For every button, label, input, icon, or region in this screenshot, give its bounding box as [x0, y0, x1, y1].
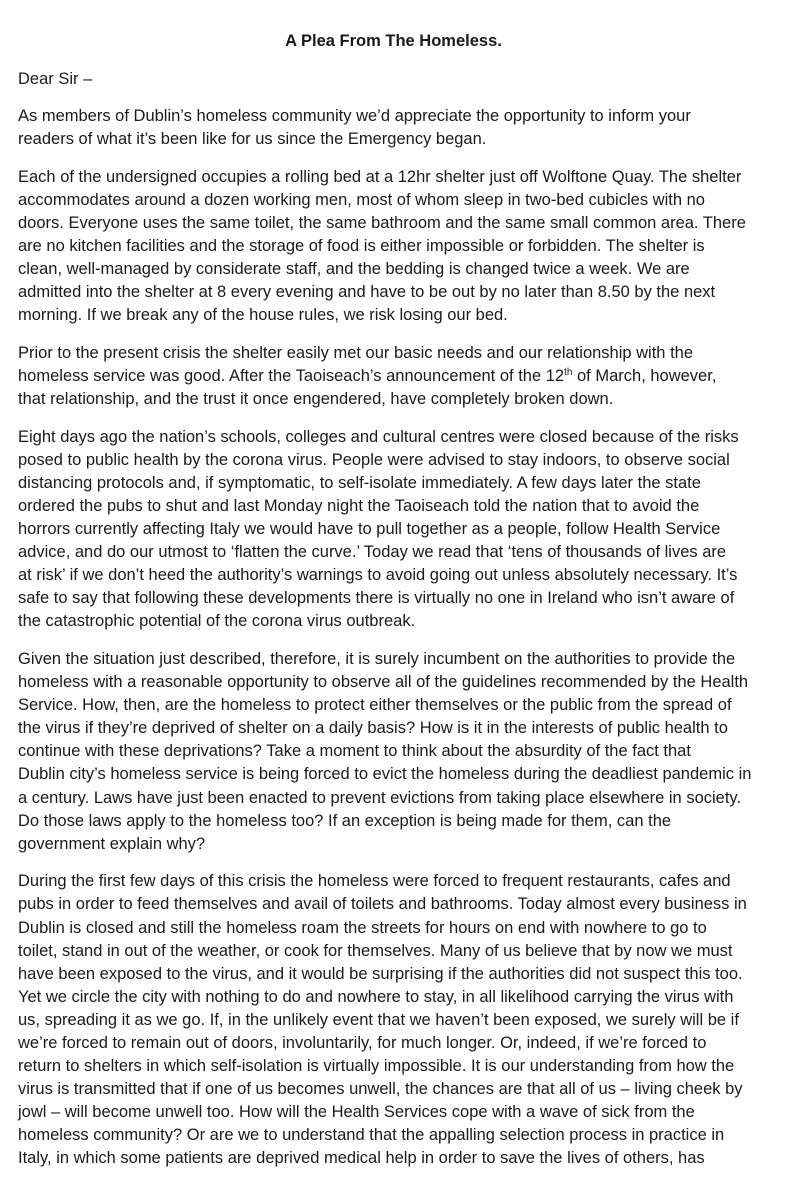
text-line: horrors currently affecting Italy we would have to pull together as a people, follow Health Service: [18, 520, 721, 538]
text-line: a century. Laws have just been enacted to prevent evictions from taking place elsewhere in society.: [18, 788, 742, 807]
text-line: readers of what it’s been like for us since the Emergency began.: [18, 130, 487, 149]
text-line: continue with these deprivations? Take a moment to think about the absurdity of the fact that: [18, 742, 691, 761]
letter-title: A Plea From The Homeless.: [285, 32, 502, 50]
body-paragraph: [18, 105, 769, 151]
text-line: During the first few days of this crisis the homeless were forced to frequent restaurants, cafes and: [18, 872, 731, 891]
text-line: Yet we circle the city with nothing to do and nowhere to stay, in all likelihood carrying the virus with: [18, 987, 734, 1006]
text-line: virus is transmitted that if one of us becomes unwell, the chances are that all of us – living cheek by: [18, 1080, 743, 1099]
text-line: homeless service was good. After the Taoiseach’s announcement of the 12th of March, however,: [18, 366, 717, 385]
text-line: Do those laws apply to the homeless too? If an exception is being made for them, can the: [18, 811, 672, 830]
text-line: accommodates around a dozen working men, most of whom sleep in two-bed cubicles with no: [18, 190, 705, 209]
line-continuation: of March, however,: [572, 366, 717, 385]
text-line: we’re forced to remain out of doors, involuntarily, for much longer. Or, indeed, if we’re forced to: [18, 1033, 707, 1052]
body-paragraph: [18, 648, 769, 856]
text-line: homeless with a reasonable opportunity to observe all of the guidelines recommended by the Health: [18, 673, 749, 692]
body-paragraph: [18, 426, 769, 634]
body-paragraph: [18, 342, 769, 411]
text-line: distancing protocols and, if symptomatic, to self-isolate immediately. A few days later the state: [18, 473, 701, 492]
body-paragraph: [18, 870, 769, 1170]
text-line: pubs in order to feed themselves and avail of toilets and bathrooms. Today almost every business in: [18, 895, 747, 914]
text-line: Dublin is closed and still the homeless roam the streets for hours on end with nowhere to go to: [18, 918, 707, 937]
text-line: Prior to the present crisis the shelter easily met our basic needs and our relationship with the: [18, 343, 694, 362]
text-line: ordered the pubs to shut and last Monday night the Taoiseach told the nation that to avoid the: [18, 496, 700, 515]
text-line: advice, and do our utmost to ‘flatten the curve.’ Today we read that ‘tens of thousands of lives are: [18, 543, 727, 562]
ordinal-superscript: th: [564, 366, 573, 378]
text-line: Eight days ago the nation’s schools, colleges and cultural centres were closed because of the risks: [18, 427, 739, 446]
text-line: the virus if they’re deprived of shelter on a daily basis? How is it in the interests of public health to: [18, 719, 728, 738]
salutation: Dear Sir –: [18, 70, 93, 88]
text-line: posed to public health by the corona virus. People were advised to stay indoors, to observe social: [18, 450, 730, 469]
text-line: toilet, stand in out of the weather, or cook for themselves. Many of us believe that by now we must: [18, 941, 733, 960]
text-line: that relationship, and the trust it once engendered, have completely broken down.: [18, 390, 614, 409]
text-line: return to shelters in which self-isolation is virtually impossible. It is our understanding from how the: [18, 1057, 735, 1076]
text-line: homeless community? Or are we to understand that the appalling selection process in practice in: [18, 1126, 725, 1145]
text-line: doors. Everyone uses the same toilet, the same bathroom and the same small common area. There: [18, 213, 746, 232]
text-line: safe to say that following these developments there is virtually no one in Ireland who isn’t aware of: [18, 589, 735, 608]
text-line: admitted into the shelter at 8 every evening and have to be out by no later than 8.50 by the next: [18, 283, 716, 302]
text-line: have been exposed to the virus, and it would be surprising if the authorities did not suspect this too.: [18, 964, 743, 983]
text-line: us, spreading it as we go. If, in the unlikely event that we haven’t been exposed, we surely will be if: [18, 1010, 739, 1029]
letter-body: [18, 105, 769, 1171]
text-line: are no kitchen facilities and the storage of food is either impossible or forbidden. The shelter is: [18, 236, 705, 255]
text-line: Dublin city’s homeless service is being forced to evict the homeless during the deadliest pandemic in: [18, 765, 752, 784]
text-line: Each of the undersigned occupies a rolling bed at a 12hr shelter just off Wolftone Quay. The shelter: [18, 167, 742, 186]
text-line: Italy, in which some patients are deprived medical help in order to save the lives of others, has: [18, 1149, 705, 1168]
text-line: As members of Dublin’s homeless community we’d appreciate the opportunity to inform your: [18, 107, 691, 125]
text-line: morning. If we break any of the house rules, we risk losing our bed.: [18, 306, 508, 325]
body-paragraph: [18, 166, 769, 328]
text-line: clean, well-managed by considerate staff, and the bedding is changed twice a week. We are: [18, 260, 690, 279]
text-line: jowl – will become unwell too. How will the Health Services cope with a wave of sick from the: [18, 1103, 695, 1122]
text-line: government explain why?: [18, 834, 206, 853]
text-line: the catastrophic potential of the corona virus outbreak.: [18, 612, 416, 631]
text-line: Service. How, then, are the homeless to protect either themselves or the public from the spread of: [18, 696, 732, 715]
text-line: at risk’ if we don’t heed the authority’s warnings to avoid going out unless absolutely necessary. It’s: [18, 566, 738, 585]
text-line: Given the situation just described, therefore, it is surely incumbent on the authorities to provide the: [18, 649, 736, 668]
